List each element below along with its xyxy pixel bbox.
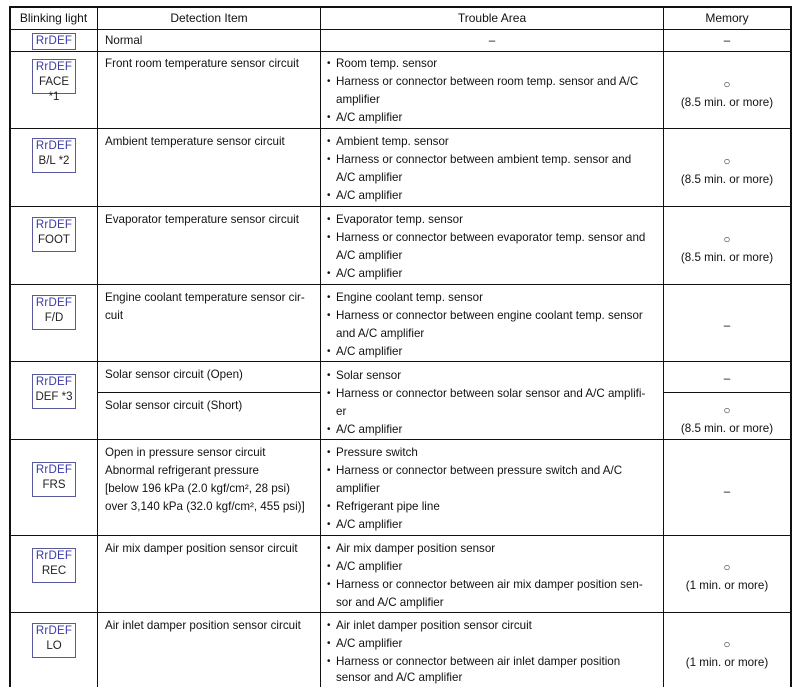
detection-text: Open in pressure sensor circuit xyxy=(105,446,266,459)
memory-symbol: ○ xyxy=(723,155,731,168)
trouble-bullet: • Ambient temp. sensor xyxy=(327,133,449,151)
trouble-bullet: • A/C amplifier xyxy=(327,421,402,439)
trouble-bullet: • Harness or connector between air inlet damper position xyxy=(327,653,620,671)
trouble-bullet: • Air mix damper position sensor xyxy=(327,540,495,558)
trouble-bullet: • Pressure switch xyxy=(327,444,418,462)
trouble-continuation: amplifier xyxy=(336,482,380,495)
trouble-continuation: sensor and A/C amplifier xyxy=(336,671,463,684)
indicator-lamp xyxy=(32,462,76,497)
memory-symbol: – xyxy=(723,485,731,498)
detection-text-open: Solar sensor circuit (Open) xyxy=(105,368,243,381)
memory-symbol: ○ xyxy=(723,638,731,651)
header-memory: Memory xyxy=(705,11,749,25)
trouble-bullet: • A/C amplifier xyxy=(327,187,402,205)
indicator-lamp xyxy=(32,623,76,658)
memory-note: (8.5 min. or more) xyxy=(680,422,774,435)
trouble-continuation: A/C amplifier xyxy=(336,171,403,184)
lamp-label-bottom: DEF *3 xyxy=(35,391,73,403)
lamp-label-top: RrDEF xyxy=(35,219,73,231)
trouble-bullet: • Refrigerant pipe line xyxy=(327,498,440,516)
memory-symbol: – xyxy=(723,34,731,47)
trouble-continuation: and A/C amplifier xyxy=(336,327,425,340)
lamp-label-bottom: REC xyxy=(41,565,67,577)
trouble-bullet: • A/C amplifier xyxy=(327,635,402,653)
trouble-bullet: • Room temp. sensor xyxy=(327,55,437,73)
lamp-label-bottom: FRS xyxy=(42,479,66,491)
lamp-label-top: RrDEF xyxy=(35,297,73,309)
trouble-bullet: • A/C amplifier xyxy=(327,109,402,127)
indicator-lamp xyxy=(32,59,76,103)
trouble-bullet: • A/C amplifier xyxy=(327,343,402,361)
lamp-label-top: RrDEF xyxy=(35,625,73,637)
detection-text: cuit xyxy=(105,309,124,322)
detection-text: Front room temperature sensor circuit xyxy=(105,57,299,70)
detection-text: Air mix damper position sensor circuit xyxy=(105,542,298,555)
indicator-lamp xyxy=(32,217,76,252)
detection-text: Abnormal refrigerant pressure xyxy=(105,464,260,477)
lamp-label-bottom: LO xyxy=(46,640,62,652)
trouble-dash: – xyxy=(488,34,496,47)
detection-text: over 3,140 kPa (32.0 kgf/cm², 455 psi)] xyxy=(105,500,305,513)
lamp-label-bottom: FOOT xyxy=(38,234,70,246)
memory-symbol: ○ xyxy=(723,404,731,417)
memory-symbol: – xyxy=(723,372,731,385)
memory-symbol: ○ xyxy=(723,233,731,246)
trouble-bullet: • Harness or connector between solar sensor and A/C amplifi- xyxy=(327,385,645,403)
indicator-lamp xyxy=(32,33,76,50)
memory-note: (8.5 min. or more) xyxy=(680,251,774,264)
detection-text: Air inlet damper position sensor circuit xyxy=(105,619,301,632)
trouble-continuation: er xyxy=(336,405,347,418)
memory-symbol: ○ xyxy=(723,561,731,574)
detection-text: Normal xyxy=(105,34,143,47)
detection-text: [below 196 kPa (2.0 kgf/cm², 28 psi) xyxy=(105,482,290,495)
memory-symbol: ○ xyxy=(723,78,731,91)
memory-note: (8.5 min. or more) xyxy=(680,173,774,186)
trouble-bullet: • Harness or connector between evaporator temp. sensor and xyxy=(327,229,645,247)
header-trouble-area: Trouble Area xyxy=(457,11,527,25)
trouble-continuation: sor and A/C amplifier xyxy=(336,596,444,609)
detection-text: Ambient temperature sensor circuit xyxy=(105,135,285,148)
lamp-label-bottom: FACE *1 xyxy=(38,76,70,103)
lamp-label-top: RrDEF xyxy=(35,140,73,152)
trouble-bullet: • A/C amplifier xyxy=(327,558,402,576)
header-detection-item: Detection Item xyxy=(170,11,248,25)
trouble-continuation: amplifier xyxy=(336,93,380,106)
trouble-bullet: • Harness or connector between ambient temp. sensor and xyxy=(327,151,631,169)
memory-note: (1 min. or more) xyxy=(685,656,769,669)
lamp-label-top: RrDEF xyxy=(35,376,73,388)
trouble-bullet: • Solar sensor xyxy=(327,367,401,385)
lamp-label-top: RrDEF xyxy=(35,61,73,73)
memory-note: (1 min. or more) xyxy=(685,579,769,592)
lamp-label-top: RrDEF xyxy=(35,35,73,47)
indicator-lamp xyxy=(32,138,76,173)
indicator-lamp xyxy=(32,548,76,583)
trouble-bullet: • Evaporator temp. sensor xyxy=(327,211,463,229)
trouble-bullet: • A/C amplifier xyxy=(327,265,402,283)
trouble-bullet: • Engine coolant temp. sensor xyxy=(327,289,483,307)
memory-symbol: – xyxy=(723,319,731,332)
lamp-label-bottom: F/D xyxy=(44,312,64,324)
detection-text: Evaporator temperature sensor circuit xyxy=(105,213,299,226)
lamp-label-bottom: B/L *2 xyxy=(38,155,70,167)
trouble-bullet: • Harness or connector between engine coolant temp. sensor xyxy=(327,307,643,325)
indicator-lamp xyxy=(32,295,76,330)
trouble-continuation: A/C amplifier xyxy=(336,249,403,262)
lamp-label-top: RrDEF xyxy=(35,550,73,562)
trouble-bullet: • Air inlet damper position sensor circuit xyxy=(327,617,532,635)
trouble-bullet: • Harness or connector between room temp. sensor and A/C xyxy=(327,73,638,91)
header-blinking-light: Blinking light xyxy=(19,11,88,25)
indicator-lamp xyxy=(32,374,76,409)
detection-text-short: Solar sensor circuit (Short) xyxy=(105,399,243,412)
lamp-label-top: RrDEF xyxy=(35,464,73,476)
trouble-bullet: • Harness or connector between pressure switch and A/C xyxy=(327,462,622,480)
trouble-bullet: • Harness or connector between air mix damper position sen- xyxy=(327,576,643,594)
detection-text: Engine coolant temperature sensor cir- xyxy=(105,291,305,304)
memory-note: (8.5 min. or more) xyxy=(680,96,774,109)
trouble-bullet: • A/C amplifier xyxy=(327,516,402,534)
